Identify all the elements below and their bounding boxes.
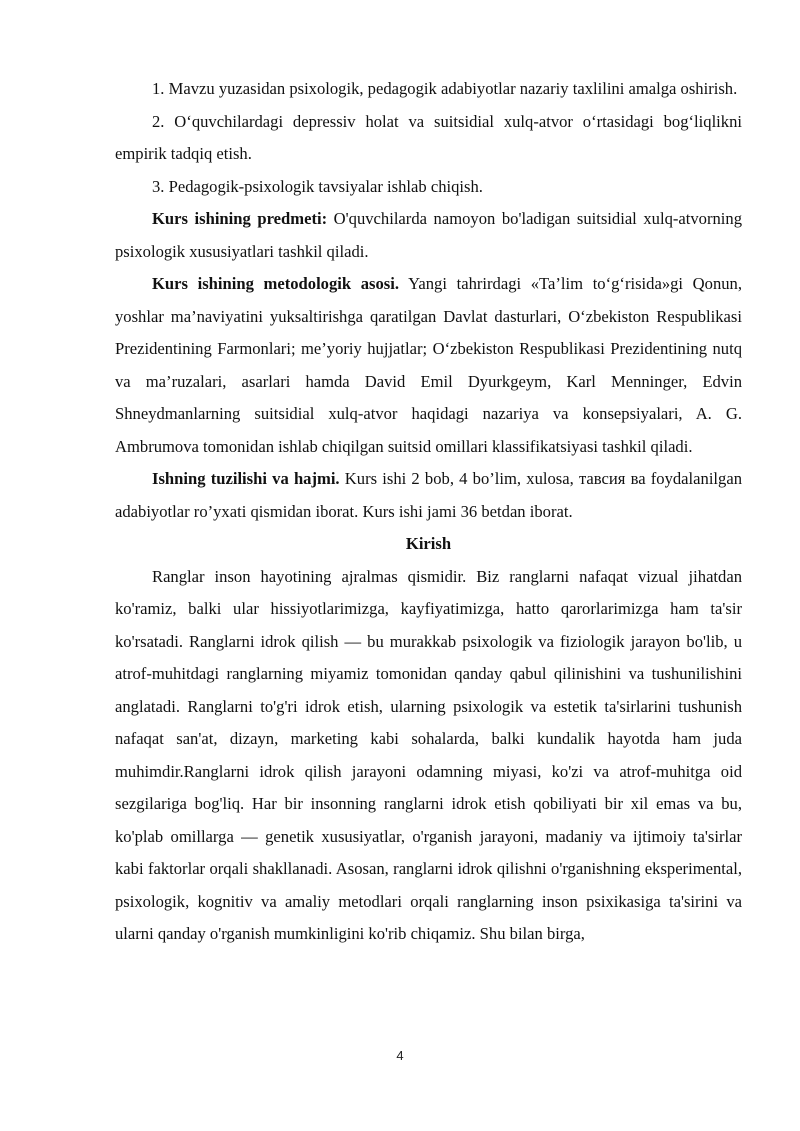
subject-label: Kurs ishining predmeti: xyxy=(152,209,328,228)
task-item-3: 3. Pedagogik-psixologik tavsiyalar ishlab chiqish. xyxy=(152,176,483,196)
structure-label: Ishning tuzilishi va hajmi. xyxy=(152,469,340,488)
subject-paragraph xyxy=(115,203,742,268)
intro-paragraph: Ranglar inson hayotining ajralmas qismidir. Biz ranglarni nafaqat vizual jihatdan ko'ramiz, balki ular hissiyotlarimizga, kayfiyatimizga, hatto qarorlarimizga ham ta'sir ko'rsatadi. Ranglarni idrok qilish — bu murakkab psixologik va fiziologik jarayon bo'lib, u atrof-muhitdagi ranglarning miyamiz tomonidan qanday qabul qilinishini va tushunilishini anglatadi. Ranglarni to'g'ri idrok etish, ularning psixologik va estetik ta'sirlarini tushunish nafaqat san'at, dizayn, marketing kabi sohalarda, balki kundalik hayotda ham juda muhimdir.Ranglarni idrok qilish jarayoni odamning miyasi, ko'zi va atrof-muhitga oid sezgilariga bog'liq. Har bir insonning ranglarni idrok etish qobiliyati bir xil emas va bu, ko'plab omillarga — genetik xususiyatlar, o'rganish jarayoni, madaniy va ijtimoiy ta'sirlar kabi faktorlar orqali shakllanadi. Asosan, ranglarni idrok qilishni o'rganishning eksperimental, psixologik, kognitiv va amaliy metodlari orqali ranglarning inson psixikasiga ta'sirini va ularni qanday o'rganish mumkinligini ko'rib chiqamiz. Shu bilan birga, xyxy=(115,566,742,943)
page-number: 4 xyxy=(396,1048,404,1063)
subject-text: O'quvchilarda namoyon bo'ladigan suitsidial xulq-atvorning psixologik xususiyatlari tashkil qiladi. xyxy=(115,209,742,261)
methodology-paragraph xyxy=(115,268,742,463)
methodology-label: Kurs ishining metodologik asosi. xyxy=(152,274,400,293)
structure-text: Kurs ishi 2 bob, 4 bo’lim, xulosa, тавсия ва foydalanilgan adabiyotlar ro’yxati qismidan iborat. Kurs ishi jami 36 betdan iborat. xyxy=(115,469,742,521)
document-page xyxy=(115,73,742,951)
section-heading: Kirish xyxy=(405,534,452,553)
structure-paragraph xyxy=(115,463,742,528)
task-item-1: 1. Mavzu yuzasidan psixologik, pedagogik adabiyotlar nazariy taxlilini amalga oshirish. xyxy=(152,79,738,98)
methodology-text: Yangi tahrirdagi «Ta’lim to‘g‘risida»gi Qonun, yoshlar ma’naviyatini yuksaltirishga qaratilgan Davlat dasturlari, O‘zbekiston Respublikasi Prezidentining Farmonlari; me’yoriy hujjatlar; O‘zbekiston Respublikasi Prezidentining nutq va ma’ruzalari, asarlari hamda David Emil Dyurkgeym, Karl Menninger, Edvin Shneydmanlarning suitsidial xulq-atvor haqidagi nazariya va konsepsiyalari, A. G. Ambrumova tomonidan ishlab chiqilgan suitsid omillari klassifikatsiyasi tashkil qiladi. xyxy=(115,274,742,456)
task-item-2: 2. O‘quvchilardagi depressiv holat va suitsidial xulq-atvor o‘rtasidagi bog‘liqlikni empirik tadqiq etish. xyxy=(115,111,742,163)
